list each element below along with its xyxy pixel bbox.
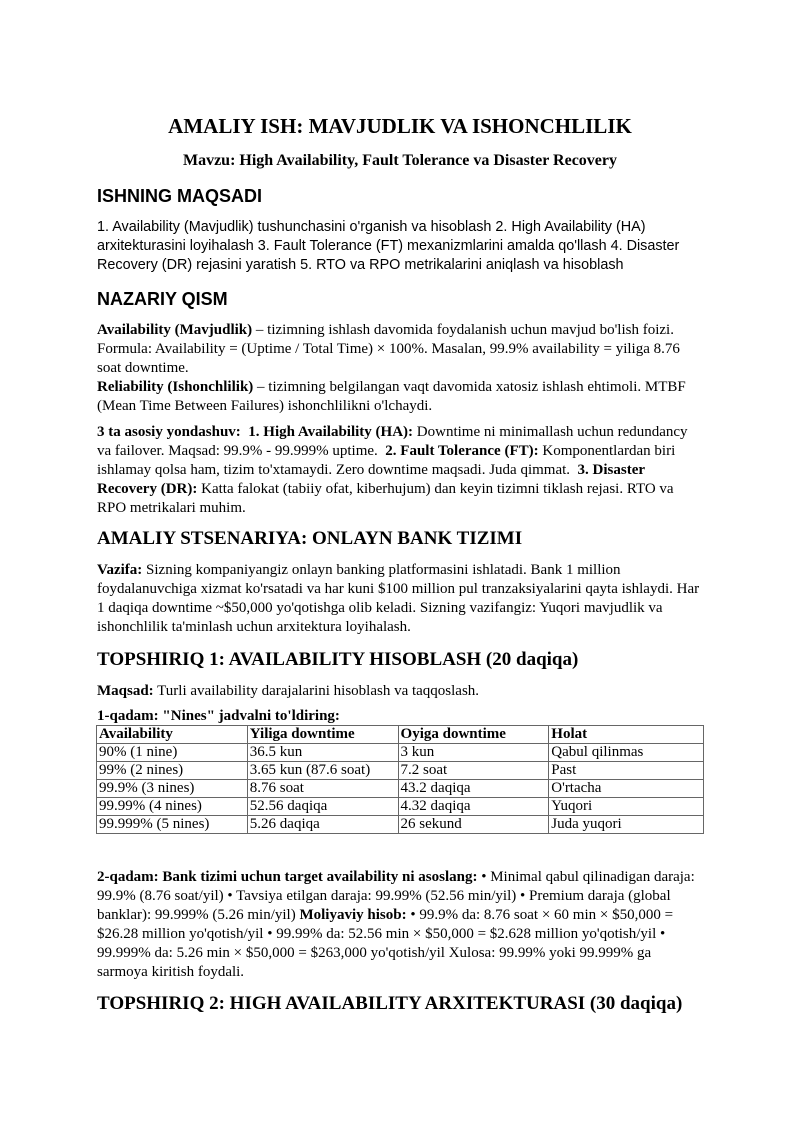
table-cell: 5.26 daqiqa [247, 816, 398, 834]
heading-maqsad: ISHNING MAQSADI [97, 186, 263, 206]
page-title: AMALIY ISH: MAVJUDLIK VA ISHONCHLILIK [168, 114, 632, 138]
vazifa-label: Vazifa: [97, 562, 143, 578]
availability-term: Availability (Mavjudlik) [97, 322, 253, 338]
table-cell: 43.2 daqiqa [398, 780, 549, 798]
table-row [97, 780, 704, 798]
table-cell: 3 kun [398, 744, 549, 762]
table-cell: 99.999% (5 nines) [97, 816, 248, 834]
table-row [97, 798, 704, 816]
table-row [97, 744, 704, 762]
dr-label: 3. Disaster Recovery (DR): [97, 462, 645, 497]
table-row [97, 762, 704, 780]
heading-nazariy: NAZARIY QISM [97, 289, 228, 309]
table-cell: 8.76 soat [247, 780, 398, 798]
table-cell: 7.2 soat [398, 762, 549, 780]
table-cell: 90% (1 nine) [97, 744, 248, 762]
ft-label: 2. Fault Tolerance (FT): [385, 443, 539, 459]
approaches-label: 3 ta asosiy yondashuv: [97, 424, 241, 440]
table-cell: 52.56 daqiqa [247, 798, 398, 816]
ha-text: Downtime ni minimallash uchun redundancy va failover. Maqsad: 99.9% - 99.999% uptime. [97, 424, 688, 459]
approaches-paragraph [97, 423, 705, 518]
heading-topshiriq-1: TOPSHIRIQ 1: AVAILABILITY HISOBLASH (20 daqiqa) [97, 649, 579, 670]
nines-table [96, 725, 704, 834]
topshiriq1-maqsad-label: Maqsad: [97, 683, 154, 699]
table-cell: 3.65 kun (87.6 soat) [247, 762, 398, 780]
table-cell: 4.32 daqiqa [398, 798, 549, 816]
header-holat: Holat [549, 726, 704, 744]
header-oyiga-downtime: Oyiga downtime [398, 726, 549, 744]
step2-label: 2-qadam: Bank tizimi uchun target availability ni asoslang: [97, 869, 478, 885]
vazifa-text: Sizning kompaniyangiz onlayn banking platformasini ishlatadi. Bank 1 million foydalanuvchiga xizmat ko'rsatadi va har kuni $100 million pul tranzaksiyalarini qayta ishlaydi. Har 1 daqiqa downtime ~$50,000 yo'qotishga olib keladi. Sizning vazifangiz: Yuqori mavjudlik va ishonchlilik ta'minlash uchun arxitektura loyihalash. [97, 562, 700, 635]
vazifa-paragraph [97, 561, 705, 637]
maqsad-text: 1. Availability (Mavjudlik) tushunchasini o'rganish va hisoblash 2. High Availability (HA) arxitekturasini loyihalash 3. Fault Tolerance (FT) mexanizmlarini amalda qo'llash 4. Disaster Recovery (DR) rejasini yaratish 5. RTO va RPO metrikalarini aniqlash va hisoblash [97, 219, 680, 273]
table-caption: 1-qadam: "Nines" jadvalni to'ldiring: [97, 708, 340, 724]
ha-label: 1. High Availability (HA): [248, 424, 414, 440]
page-subtitle: Mavzu: High Availability, Fault Tolerance va Disaster Recovery [182, 152, 618, 169]
table-cell: Qabul qilinmas [549, 744, 704, 762]
table-cell: Juda yuqori [549, 816, 704, 834]
table-row [97, 816, 704, 834]
nazariy-paragraph [97, 321, 705, 416]
table-header-row [97, 726, 704, 744]
moliyaviy-label: Moliyaviy hisob: [299, 907, 407, 923]
reliability-term: Reliability (Ishonchlilik) [97, 379, 254, 395]
step2-paragraph [97, 868, 705, 982]
table-cell: Yuqori [549, 798, 704, 816]
table-cell: O'rtacha [549, 780, 704, 798]
dr-text: Katta falokat (tabiiy ofat, kiberhujum) dan keyin tizimni tiklash rejasi. RTO va RPO metrikalari muhim. [97, 481, 674, 516]
reliability-definition: – tizimning belgilangan vaqt davomida xatosiz ishlash ehtimoli. MTBF (Mean Time Between Failures) ishonchlilikni o'lchaydi. [97, 379, 686, 414]
table-cell: 99.99% (4 nines) [97, 798, 248, 816]
table-cell: 99.9% (3 nines) [97, 780, 248, 798]
topshiriq1-maqsad-text: Turli availability darajalarini hisoblash va taqqoslash. [153, 683, 480, 699]
moliyaviy-text: • 99.9% da: 8.76 soat × 60 min × $50,000 = $26.28 million yo'qotish/yil • 99.99% da: 52.56 min × $50,000 = $2.628 million yo'qotish/yil • 99.999% da: 5.26 min × $50,000 = $263,000 yo'qotish/yil Xulosa: 99.99% yoki 99.999% ga sarmoya kiritish foydali. [97, 907, 674, 980]
table-cell: 99% (2 nines) [97, 762, 248, 780]
table-cell: 36.5 kun [247, 744, 398, 762]
topshiriq1-maqsad [97, 682, 705, 701]
heading-topshiriq-2: TOPSHIRIQ 2: HIGH AVAILABILITY ARXITEKTURASI (30 daqiqa) [97, 993, 683, 1014]
heading-stsenariya: AMALIY STSENARIYA: ONLAYN BANK TIZIMI [97, 528, 523, 549]
table-cell: Past [549, 762, 704, 780]
table-cell: 26 sekund [398, 816, 549, 834]
header-availability: Availability [97, 726, 248, 744]
availability-definition: – tizimning ishlash davomida foydalanish uchun mavjud bo'lish foizi. Formula: Availability = (Uptime / Total Time) × 100%. Masalan, 99.9% availability = yiliga 8.76 soat downtime. [97, 322, 680, 376]
step2-text: • Minimal qabul qilinadigan daraja: 99.9% (8.76 soat/yil) • Tavsiya etilgan daraja: 99.99% (52.56 min/yil) • Premium daraja (global banklar): 99.999% (5.26 min/yil) [97, 869, 695, 923]
ft-text: Komponentlardan biri ishlamay qolsa ham, tizim to'xtamaydi. Zero downtime maqsadi. Juda qimmat. [97, 443, 676, 478]
header-yiliga-downtime: Yiliga downtime [247, 726, 398, 744]
